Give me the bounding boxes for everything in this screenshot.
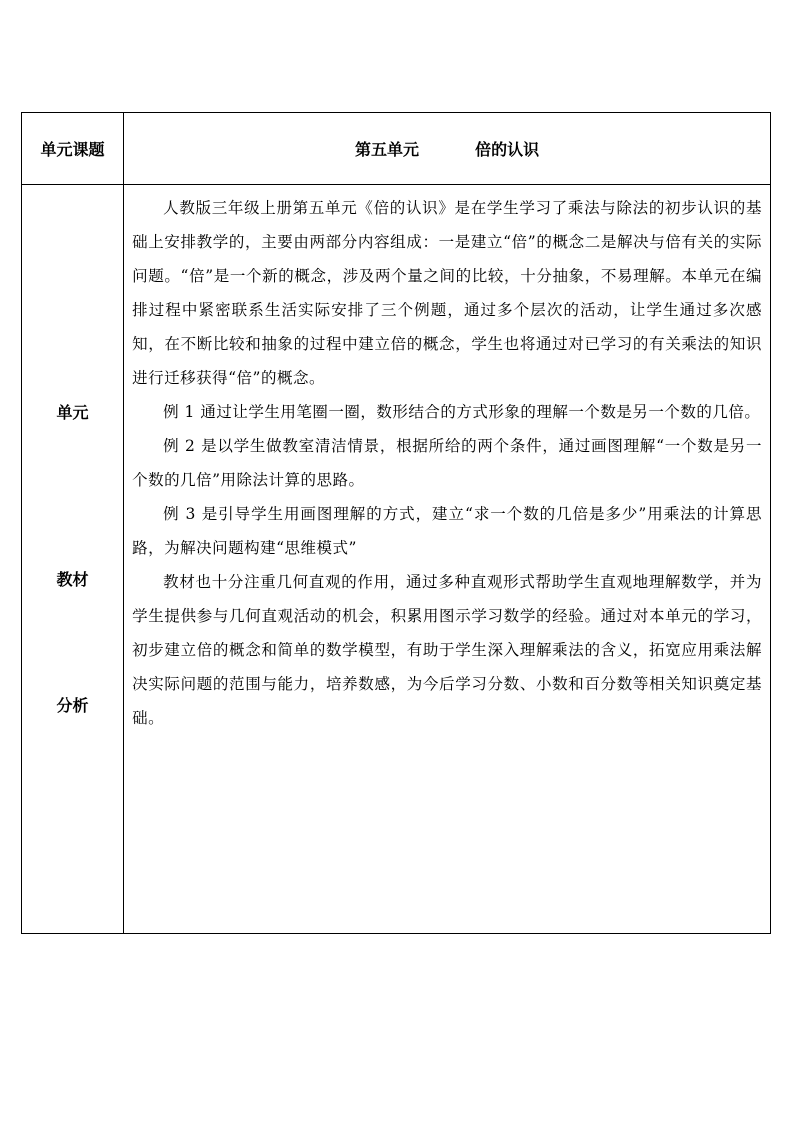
analysis-content-cell xyxy=(124,185,771,934)
unit-analysis-table xyxy=(21,112,771,934)
unit-topic: 倍的认识 xyxy=(475,140,540,159)
unit-number: 第五单元 xyxy=(355,140,420,159)
paragraph-summary: 教材也十分注重几何直观的作用，通过多种直观形式帮助学生直观地理解数学，并为学生提供参与几何直观活动的机会，积累用图示学习数学的经验。通过对本单元的学习，初步建立倍的概念和简单的数学模型，有助于学生深入理解乘法的含义，拓宽应用乘法解决实际问题的范围与能力，培养数感，为今后学习分数、小数和百分数等相关知识奠定基础。 xyxy=(132,573,762,727)
unit-analysis-sheet xyxy=(21,112,771,934)
analysis-row xyxy=(22,185,771,934)
header-row xyxy=(22,113,771,185)
side-label-analysis: 分析 xyxy=(56,696,89,715)
unit-topic-label: 单元课题 xyxy=(22,113,124,185)
paragraph-example-2: 例 2 是以学生做教室清洁情景，根据所给的两个条件，通过画图理解“一个数是另一个数的几倍”用除法计算的思路。 xyxy=(132,437,762,489)
side-label-textbook: 教材 xyxy=(56,570,89,589)
side-label-unit: 单元 xyxy=(56,403,89,422)
unit-title xyxy=(124,113,771,185)
analysis-label-cell xyxy=(22,185,124,934)
paragraph-example-3: 例 3 是引导学生用画图理解的方式，建立“求一个数的几倍是多少”用乘法的计算思路，为解决问题构建“思维模式” xyxy=(132,505,762,557)
paragraph-example-1: 例 1 通过让学生用笔圈一圈，数形结合的方式形象的理解一个数是另一个数的几倍。 xyxy=(163,403,761,421)
paragraph-overview: 人教版三年级上册第五单元《倍的认识》是在学生学习了乘法与除法的初步认识的基础上安排教学的，主要由两部分内容组成：一是建立“倍”的概念二是解决与倍有关的实际问题。“倍”是一个新的概念，涉及两个量之间的比较，十分抽象，不易理解。本单元在编排过程中紧密联系生活实际安排了三个例题，通过多个层次的活动，让学生通过多次感知，在不断比较和抽象的过程中建立倍的概念，学生也将通过对已学习的有关乘法的知识进行迁移获得“倍”的概念。 xyxy=(132,199,762,387)
